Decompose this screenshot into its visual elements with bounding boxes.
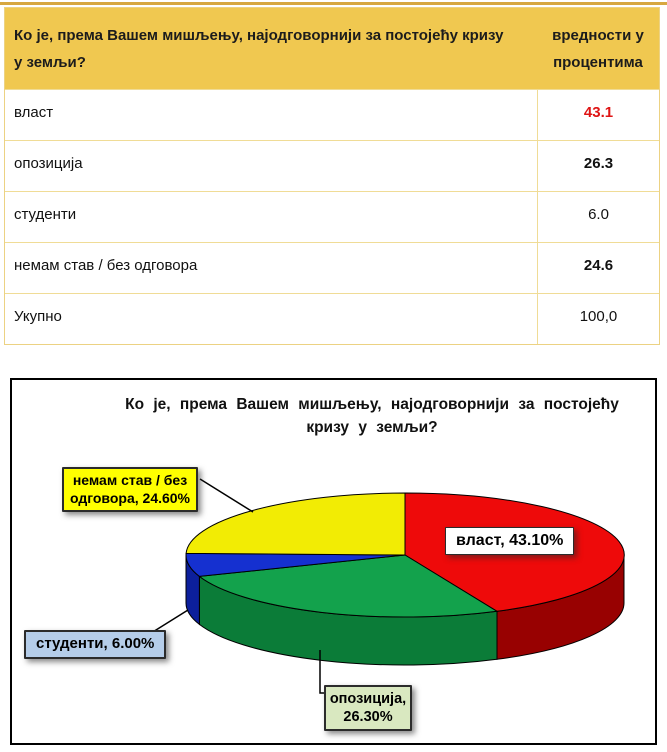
pie-callout-studenti: студенти, 6.00% xyxy=(24,630,166,659)
row-label: власт xyxy=(14,103,54,121)
row-label: опозиција xyxy=(14,154,83,172)
table-row xyxy=(5,140,659,191)
row-label: немам став / без одговора xyxy=(14,256,198,274)
table-row xyxy=(5,293,659,344)
chart-title-line1: Ко је, према Вашем мишљењу, најодговорнији за постојећу xyxy=(125,396,619,413)
row-value: 26.3 xyxy=(537,141,659,191)
chart-title-line2: кризу у земљи? xyxy=(306,419,438,436)
top-divider xyxy=(0,2,667,5)
row-label: студенти xyxy=(14,205,77,223)
results-table xyxy=(4,7,660,345)
leader-line xyxy=(200,479,253,512)
table-row xyxy=(5,89,659,140)
pie-slice-3 xyxy=(186,493,405,555)
row-value: 43.1 xyxy=(537,90,659,140)
table-header xyxy=(5,8,659,89)
question-header-cell: Ко је, према Вашем мишљењу, најодговорнији за постојећу кризу у земљи? xyxy=(14,27,504,71)
chart-title xyxy=(97,393,647,439)
pie-chart-panel xyxy=(10,378,657,745)
row-value: 100,0 xyxy=(537,294,659,344)
row-value: 6.0 xyxy=(537,192,659,242)
pie-callout-nemam-stav: немам став / без одговора, 24.60% xyxy=(62,467,198,512)
table-row xyxy=(5,242,659,293)
row-value: 24.6 xyxy=(537,243,659,293)
table-row xyxy=(5,191,659,242)
pie-callout-vlast: власт, 43.10% xyxy=(445,527,574,555)
values-header-cell: вредности у процентима xyxy=(552,26,644,71)
pie-callout-opozicija: опозиција, 26.30% xyxy=(324,685,412,731)
row-label: Укупно xyxy=(14,307,62,325)
